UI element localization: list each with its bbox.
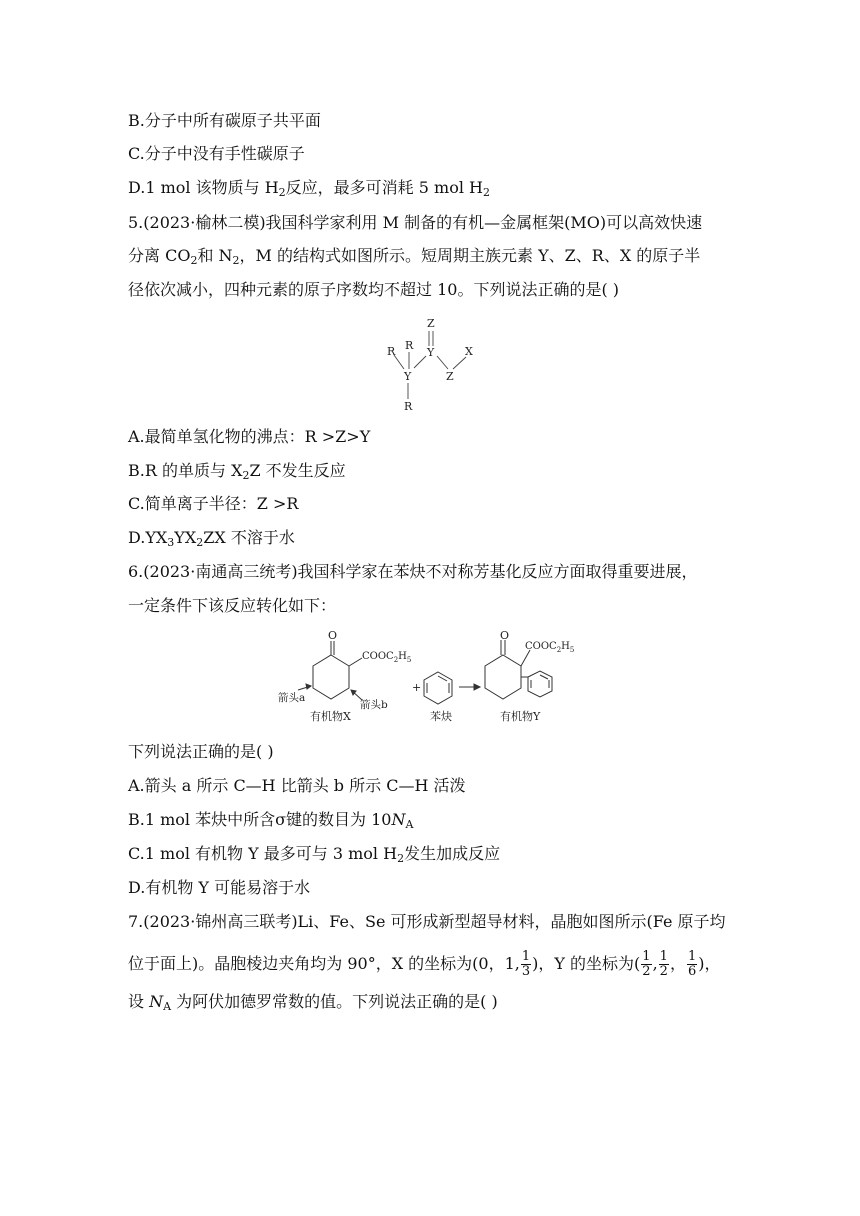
compound-x-label: 有机物X [310, 710, 351, 723]
q5-stem-line3: 径依次减小，四种元素的原子序数均不超过 10。下列说法正确的是( ) [128, 280, 620, 299]
q5-option-d: $D.YX_3YX_2ZX$ 不溶于水 [128, 528, 295, 549]
q7-stem-line2: 位于面上)。晶胞棱边夹角均为 90°，X 的坐标为(0，1, $\frac{1}{3}$ )，Y 的坐标为( $\frac{1}{2}$ , $\frac{1}{2}$ ， $\frac{1}{6}$ )， [128, 949, 721, 979]
q7-stem-line1: 7.(2023·锦州高三联考)Li、Fe、Se 可形成新型超导材料，晶胞如图所示(Fe 原子均 [128, 912, 726, 931]
atom-y-upper: Y [427, 346, 435, 359]
atom-z-right: Z [446, 370, 454, 383]
q6-reaction-figure [278, 628, 588, 733]
y-ester-label: COOC [525, 641, 557, 652]
atom-r-mid: R [405, 339, 414, 352]
q6-option-b: B.1 mol 苯炔中所含σ键的数目为 $10N_A$ [128, 810, 414, 831]
svg-text:COOC2H5: $COOC_2H_5$ [362, 651, 412, 664]
q5-option-b: B.R 的单质与 $X_2Z$ 不发生反应 [128, 461, 346, 482]
q6-option-d: D.有机物 Y 可能易溶于水 [128, 878, 311, 897]
q4-option-b: B.分子中所有碳原子共平面 [128, 111, 321, 130]
atom-r-bottom: R [404, 400, 413, 413]
atom-z-top: Z [427, 317, 435, 330]
svg-text:COOC2H5: $COOC_2H_5$ [525, 641, 575, 654]
q4-option-d: D.1 mol 该物质与 $H_2$反应，最多可消耗 5 mol $H_2$ [128, 178, 490, 199]
y-carbonyl-o: O [500, 629, 510, 642]
atom-r-left: R [387, 345, 396, 358]
arrow-a-label: 箭头a [278, 692, 306, 704]
q4-option-c: C.分子中没有手性碳原子 [128, 144, 305, 163]
atom-x: X [465, 345, 473, 358]
q5-stem-line2: 分离 $CO_2$和 $N_2$，M 的结构式如图所示。短周期主族元素 Y、Z、R、X 的原子半 [128, 246, 701, 267]
q5-option-a: A.最简单氢化物的沸点：R >Z>Y [128, 427, 371, 446]
q5-option-c: C.简单离子半径：Z >R [128, 494, 299, 513]
q5-stem-line1: 5.(2023·榆林二模)我国科学家利用 M 制备的有机—金属框架(MO)可以高效快速 [128, 213, 703, 232]
q6-question: 下列说法正确的是( ) [128, 742, 274, 761]
q5-structure-figure [380, 312, 490, 416]
atom-y-lower: Y [404, 370, 412, 383]
q6-option-a: A.箭头 a 所示 C—H 比箭头 b 所示 C—H 活泼 [128, 776, 466, 795]
q6-option-c: C.1 mol 有机物 Y 最多可与 3 mol $H_2$发生加成反应 [128, 844, 501, 865]
x-ester-label: COOC [362, 651, 394, 662]
x-carbonyl-o: O [328, 629, 338, 642]
compound-y-label: 有机物Y [500, 710, 541, 723]
benzyne-label: 苯炔 [430, 710, 452, 723]
q6-stem-line1: 6.(2023·南通高三统考)我国科学家在苯炔不对称芳基化反应方面取得重要进展， [128, 562, 698, 581]
plus-sign: + [412, 681, 422, 694]
arrow-b-label: 箭头b [360, 699, 388, 711]
q6-stem-line2: 一定条件下该反应转化如下： [128, 596, 337, 615]
q7-stem-line3: 设 $N_A$ 为阿伏加德罗常数的值。下列说法正确的是( ) [128, 992, 498, 1013]
